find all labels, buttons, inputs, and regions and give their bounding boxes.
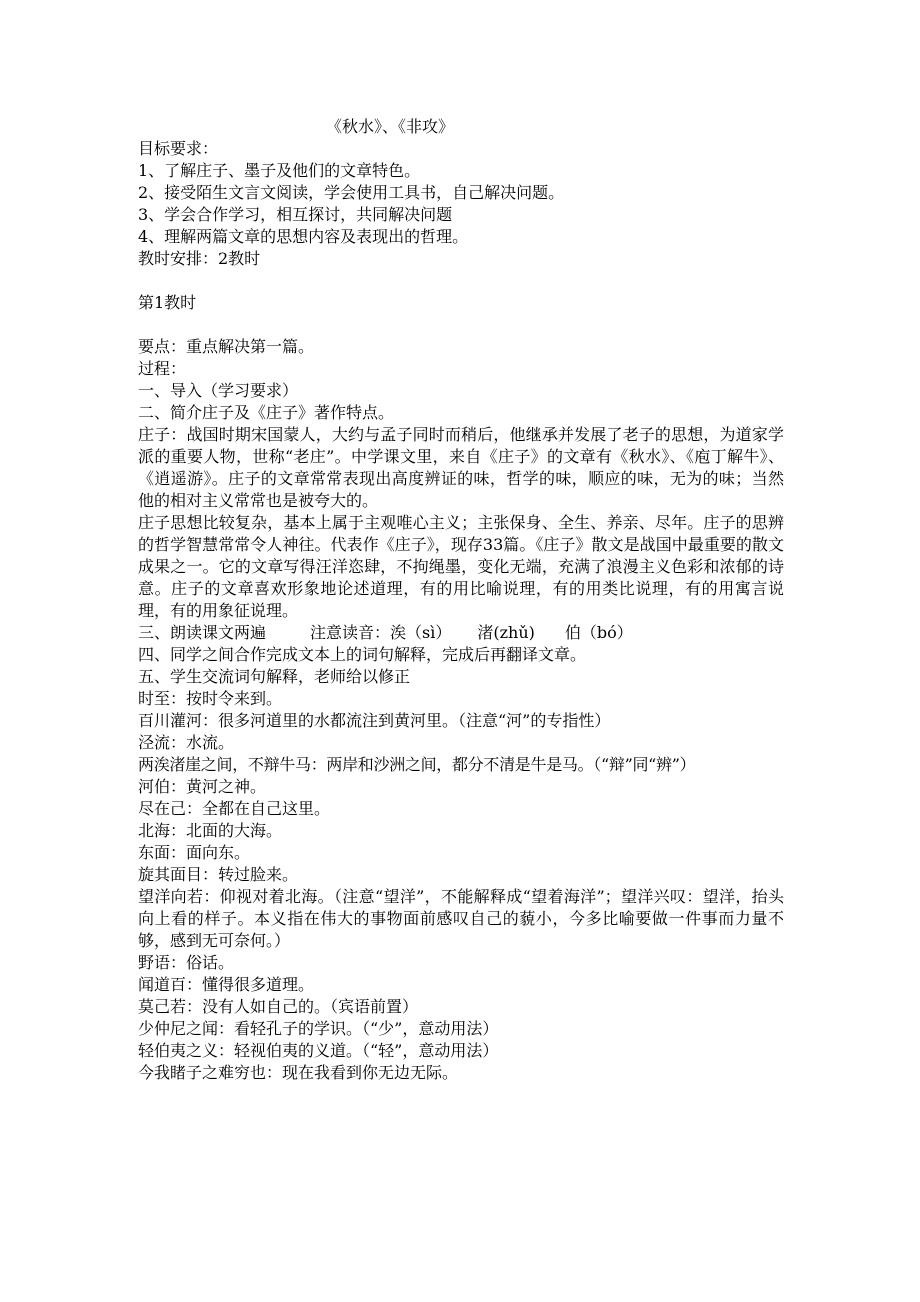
objective-item: 2、接受陌生文言文阅读，学会使用工具书，自己解决问题。 — [138, 183, 565, 202]
gloss-item: 莫己若：没有人如自己的。（宾语前置） — [138, 997, 419, 1016]
objective-item: 1、了解庄子、墨子及他们的文章特色。 — [138, 161, 421, 180]
gloss-item: 东面：面向东。 — [138, 843, 251, 862]
document-page — [138, 116, 784, 1084]
gloss-item: 两涘渚崖之间，不辩牛马：两岸和沙洲之间，都分不清是牛是马。（“辩”同“辨”） — [138, 755, 696, 774]
process-heading: 过程： — [138, 359, 187, 378]
objective-item: 4、理解两篇文章的思想内容及表现出的哲理。 — [138, 227, 469, 246]
pronunciation-note: 注意读音：涘（sì） — [310, 623, 452, 642]
step-zhuangzi: 二、简介庄子及《庄子》著作特点。 — [138, 403, 395, 422]
step-reading — [138, 622, 784, 644]
gloss-item: 闻道百：懂得很多道理。 — [138, 975, 315, 994]
lesson-heading: 第1教时 — [138, 293, 197, 312]
document-title: 《秋水》、《非攻》 — [326, 117, 455, 136]
pronunciation-zhu: 渚(zhǔ) — [477, 623, 535, 642]
blank-line — [138, 270, 784, 292]
gloss-item: 少仲尼之闻：看轻孔子的学识。（“少”，意动用法） — [138, 1019, 499, 1038]
key-point: 要点：重点解决第一篇。 — [138, 337, 315, 356]
zhuangzi-thought-paragraph: 庄子思想比较复杂，基本上属于主观唯心主义；主张保身、全生、养亲、尽年。庄子的思辨的哲学智慧常常令人神往。代表作《庄子》，现存33篇。《庄子》散文是战国中最重要的散文成果之一。它的文章写得汪洋恣肆，不拘绳墨，变化无端，充满了浪漫主义色彩和浓郁的诗意。庄子的文章喜欢形象地论述道理，有的用比喻说理，有的用类比说理，有的用寓言说理，有的用象征说理。 — [138, 513, 784, 620]
gloss-item: 旋其面目：转过脸来。 — [138, 865, 299, 884]
gloss-item: 河伯：黄河之神。 — [138, 777, 267, 796]
gloss-item: 百川灌河：很多河道里的水都流注到黄河里。（注意“河”的专指性） — [138, 711, 611, 730]
gloss-item: 今我睹子之难穷也：现在我看到你无边无际。 — [138, 1063, 459, 1082]
blank-line — [138, 314, 784, 336]
objectives-heading: 目标要求： — [138, 139, 219, 158]
gloss-item: 轻伯夷之义：轻视伯夷的义道。（“轻”，意动用法） — [138, 1041, 499, 1060]
objective-item: 3、学会合作学习，相互探讨，共同解决问题 — [138, 205, 453, 224]
step-cooperate: 四、同学之间合作完成文本上的词句解释，完成后再翻译文章。 — [138, 645, 587, 664]
step-reading-label: 三、朗读课文两遍 — [138, 623, 267, 642]
step-intro: 一、导入（学习要求） — [138, 381, 299, 400]
gloss-item: 野语：俗话。 — [138, 953, 235, 972]
gloss-item: 北海：北面的大海。 — [138, 821, 283, 840]
gloss-item: 泾流：水流。 — [138, 733, 235, 752]
zhuangzi-bio-paragraph: 庄子：战国时期宋国蒙人，大约与孟子同时而稍后，他继承并发展了老子的思想，为道家学派的重要人物，世称“老庄”。中学课文里，来自《庄子》的文章有《秋水》、《庖丁解牛》、《逍遥游》。庄子的文章常常表现出高度辨证的味，哲学的味，顺应的味，无为的味；当然他的相对主义常常也是被夸大的。 — [138, 425, 784, 510]
gloss-item: 时至：按时令来到。 — [138, 689, 283, 708]
pronunciation-bo: 伯（bó） — [564, 623, 633, 642]
gloss-item: 尽在己：全都在自己这里。 — [138, 799, 331, 818]
schedule-line: 教时安排：2教时 — [138, 249, 261, 268]
step-exchange: 五、学生交流词句解释，老师给以修正 — [138, 667, 411, 686]
gloss-wangyang-paragraph: 望洋向若：仰视对着北海。（注意“望洋”，不能解释成“望着海洋”；望洋兴叹：望洋，抬头向上看的样子。本义指在伟大的事物面前感叹自己的藐小，今多比喻要做一件事而力量不够，感到无可奈何。） — [138, 887, 784, 950]
